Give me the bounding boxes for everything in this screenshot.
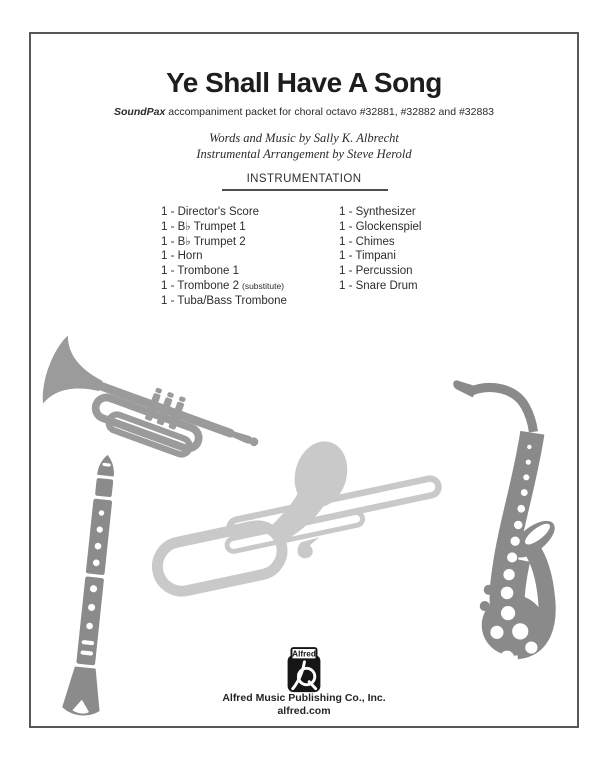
subtitle-text: accompaniment packet for choral octavo #32881, #32882 and #32883 [165, 106, 494, 118]
credit-arrangement: Instrumental Arrangement by Steve Herold [196, 147, 412, 161]
saxophone-icon [426, 374, 578, 690]
instrument-item: 1 - Chimes [339, 235, 395, 248]
instrument-item: 1 - Glockenspiel [339, 220, 422, 233]
instrument-item: 1 - B♭ Trumpet 2 [161, 235, 246, 248]
instrument-item: 1 - Trombone 2 (substitute) [161, 279, 285, 292]
trombone-icon [149, 454, 455, 592]
instrumentation-rule [222, 189, 388, 191]
alfred-logo-text: Alfred [292, 649, 316, 659]
instrumentation-column-left [161, 205, 290, 309]
trumpet-art [33, 364, 265, 461]
subtitle [31, 106, 577, 118]
instrument-item: 1 - Trombone 1 [161, 265, 239, 278]
instrument-item: 1 - Snare Drum [339, 279, 418, 292]
instrument-item: 1 - Tuba/Bass Trombone [161, 294, 287, 307]
trombone-art [149, 454, 455, 592]
trumpet-icon [33, 364, 265, 461]
page-title: Ye Shall Have A Song [166, 67, 442, 98]
alfred-logo [285, 646, 323, 695]
publisher-name: Alfred Music Publishing Co., Inc. [222, 692, 386, 704]
instrument-item: 1 - B♭ Trumpet 1 [161, 220, 246, 233]
website-url: alfred.com [277, 705, 331, 717]
credit-words-music: Words and Music by Sally K. Albrecht [209, 131, 399, 145]
instrument-item: 1 - Director's Score [161, 206, 260, 218]
instrumentation-column-right [339, 205, 424, 294]
instrument-item: 1 - Synthesizer [339, 206, 416, 218]
soundpax-brand: SoundPax [114, 106, 166, 118]
score-cover-page [29, 32, 579, 728]
instrument-item: 1 - Horn [161, 250, 203, 263]
saxophone-art [426, 374, 578, 690]
instrument-item: 1 - Percussion [339, 265, 413, 278]
alfred-logo-icon [285, 646, 323, 695]
instrumentation-heading: INSTRUMENTATION [246, 173, 362, 185]
instrument-item: 1 - Timpani [339, 250, 396, 263]
credits [31, 130, 577, 162]
